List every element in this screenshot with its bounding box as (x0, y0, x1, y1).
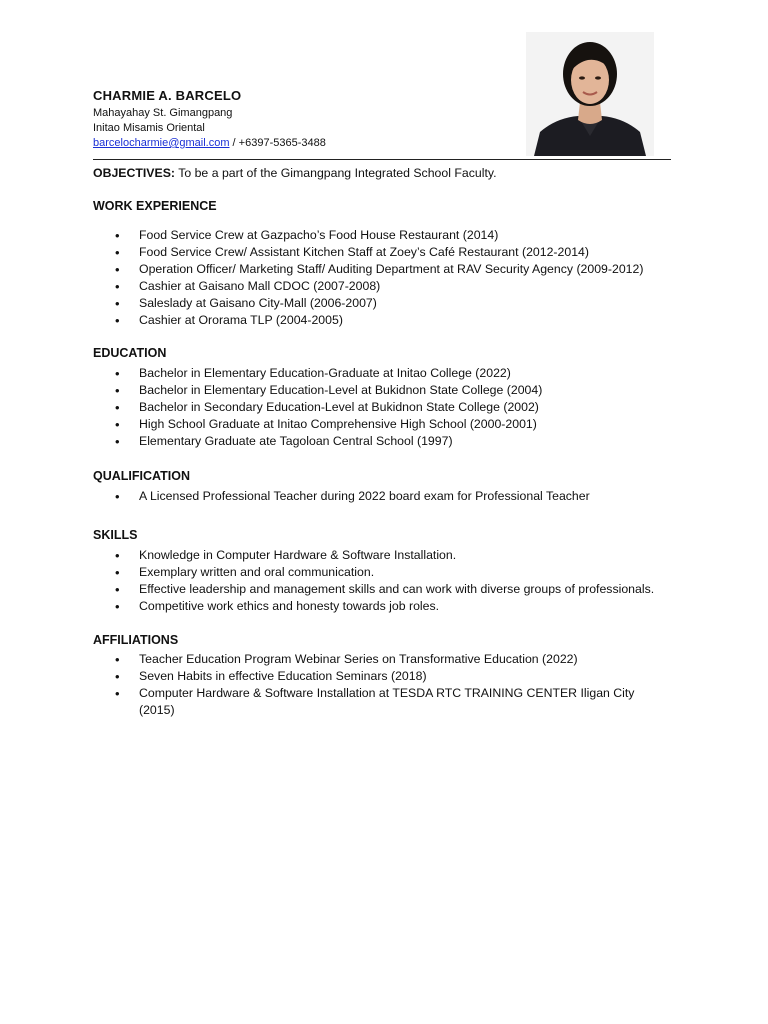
contact-line (93, 136, 326, 151)
list-item: • Cashier at Gaisano Mall CDOC (2007-2008) (93, 278, 673, 295)
section-title-qualification: QUALIFICATION (93, 469, 190, 483)
contact-header (93, 88, 326, 151)
list-item: • Computer Hardware & Software Installation at TESDA RTC TRAINING CENTER Iligan City (2015) (93, 685, 673, 719)
list-item: • Teacher Education Program Webinar Series on Transformative Education (2022) (93, 651, 673, 668)
list-item: • Food Service Crew/ Assistant Kitchen Staff at Zoey’s Café Restaurant (2012-2014) (93, 244, 673, 261)
applicant-name: CHARMIE A. BARCELO (93, 88, 242, 103)
list-item: • High School Graduate at Initao Comprehensive High School (2000-2001) (93, 416, 673, 433)
list-item: • Seven Habits in effective Education Seminars (2018) (93, 668, 673, 685)
work-experience-list (93, 227, 673, 329)
list-item: • Operation Officer/ Marketing Staff/ Auditing Department at RAV Security Agency (2009-2012) (93, 261, 673, 278)
address-line-2: Initao Misamis Oriental (93, 122, 205, 134)
phone-number: +6397-5365-3488 (238, 137, 326, 149)
contact-separator: / (229, 137, 239, 149)
objectives-text: To be a part of the Gimangpang Integrated School Faculty. (175, 166, 497, 180)
education-list (93, 365, 673, 450)
skills-list (93, 547, 673, 615)
profile-photo (526, 32, 654, 156)
header-divider (93, 159, 671, 160)
email-link[interactable]: barcelocharmie@gmail.com (93, 137, 230, 149)
list-item: • Food Service Crew at Gazpacho’s Food House Restaurant (2014) (93, 227, 673, 244)
objectives-label: OBJECTIVES: (93, 166, 175, 180)
list-item: • Effective leadership and management skills and can work with diverse groups of professionals. (93, 581, 673, 598)
resume-body (93, 165, 673, 719)
affiliations-list (93, 651, 673, 719)
list-item: • Saleslady at Gaisano City-Mall (2006-2007) (93, 295, 673, 312)
list-item: • Competitive work ethics and honesty towards job roles. (93, 598, 673, 615)
objectives-line (93, 165, 673, 182)
section-title-skills: SKILLS (93, 528, 138, 542)
address-line-1: Mahayahay St. Gimangpang (93, 107, 233, 119)
section-title-affiliations: AFFILIATIONS (93, 633, 179, 647)
qualification-list (93, 488, 673, 505)
section-title-education: EDUCATION (93, 346, 167, 360)
list-item: • Knowledge in Computer Hardware & Software Installation. (93, 547, 673, 564)
list-item: • Cashier at Ororama TLP (2004-2005) (93, 312, 673, 329)
list-item: • Bachelor in Elementary Education-Graduate at Initao College (2022) (93, 365, 673, 382)
section-title-work-experience: WORK EXPERIENCE (93, 199, 217, 213)
profile-photo-illustration (526, 32, 654, 156)
list-item: • Bachelor in Secondary Education-Level at Bukidnon State College (2002) (93, 399, 673, 416)
list-item: • Bachelor in Elementary Education-Level at Bukidnon State College (2004) (93, 382, 673, 399)
list-item: • Exemplary written and oral communication. (93, 564, 673, 581)
list-item: • Elementary Graduate ate Tagoloan Central School (1997) (93, 433, 673, 450)
list-item: • A Licensed Professional Teacher during 2022 board exam for Professional Teacher (93, 488, 673, 505)
